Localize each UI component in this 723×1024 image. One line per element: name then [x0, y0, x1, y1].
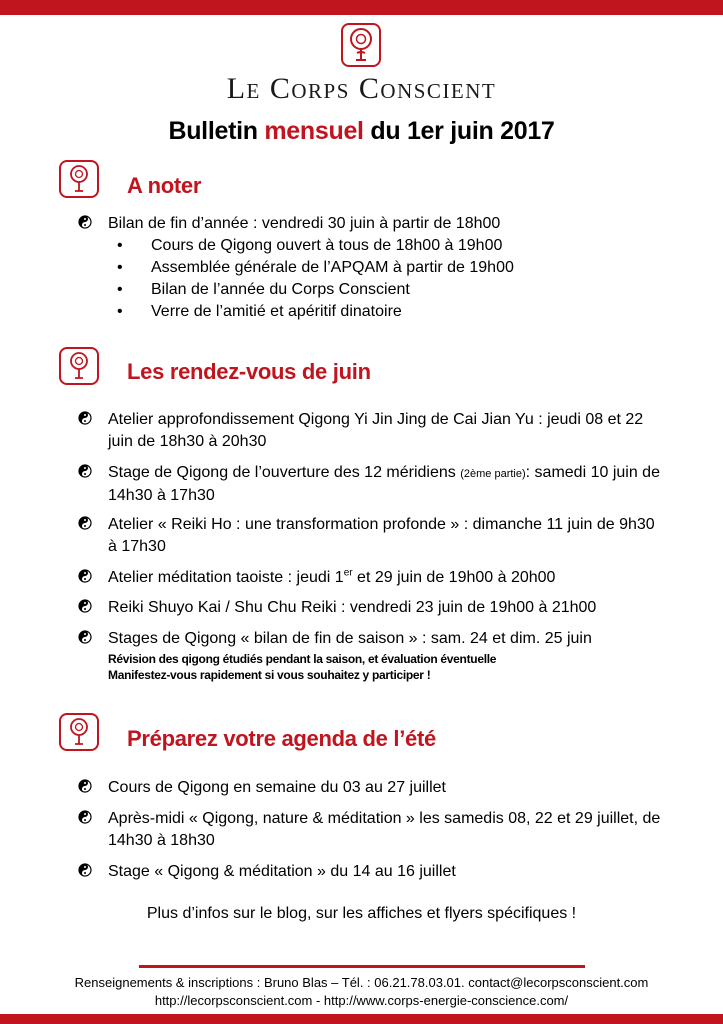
bulletin-title-part1: Bulletin	[168, 117, 265, 145]
yin-yang-icon	[78, 215, 92, 229]
bullet-dot-icon: •	[117, 259, 123, 276]
item-text: Atelier « Reiki Ho : une transformation profonde » : dimanche 11 juin de 9h30 à 17h30	[108, 516, 655, 555]
section-logo-icon	[58, 159, 100, 199]
section-title-ete: Préparez votre agenda de l’été	[127, 726, 436, 751]
bottom-border-bar	[0, 1014, 723, 1024]
yin-yang-icon	[78, 630, 92, 644]
bulletin-title	[0, 117, 723, 146]
section-title-rdv: Les rendez-vous de juin	[127, 359, 371, 384]
item-text-part: Stage de Qigong de l’ouverture des 12 méridiens	[108, 464, 456, 481]
note-text: Manifestez-vous rapidement si vous souhaitez y participer !	[108, 668, 431, 682]
footer-contact: Renseignements & inscriptions : Bruno Blas – Tél. : 06.21.78.03.01. contact@lecorpsconscient.com	[74, 975, 649, 990]
yin-yang-icon	[78, 569, 92, 583]
note-text: Révision des qigong étudiés pendant la saison, et évaluation éventuelle	[108, 652, 497, 666]
item-text	[108, 567, 668, 589]
sub-item-text: Assemblée générale de l’APQAM à partir de 19h00	[151, 259, 514, 276]
bullet-dot-icon: •	[117, 303, 123, 320]
item-text: Cours de Qigong en semaine du 03 au 27 juillet	[108, 779, 446, 796]
bulletin-title-part3: du 1er juin 2017	[363, 117, 555, 145]
yin-yang-icon	[78, 464, 92, 478]
item-text: Stage « Qigong & méditation » du 14 au 16 juillet	[108, 863, 456, 880]
yin-yang-icon	[78, 810, 92, 824]
section-logo-icon	[58, 712, 100, 752]
brand-name: Le Corps Conscient	[226, 72, 497, 105]
item-text-superscript: er	[343, 567, 353, 579]
footer-divider	[139, 965, 585, 968]
item-text: Reiki Shuyo Kai / Shu Chu Reiki : vendredi 23 juin de 19h00 à 21h00	[108, 599, 597, 616]
top-border-bar	[0, 0, 723, 15]
item-text-part: Atelier méditation taoiste : jeudi 1	[108, 569, 344, 586]
sub-item-text: Bilan de l’année du Corps Conscient	[151, 281, 410, 298]
item-text: Bilan de fin d’année : vendredi 30 juin à partir de 18h00	[108, 215, 501, 232]
sub-item-text: Cours de Qigong ouvert à tous de 18h00 à 19h00	[151, 237, 503, 254]
section-logo-icon	[58, 346, 100, 386]
bullet-dot-icon: •	[117, 281, 123, 298]
more-info-text: Plus d’infos sur le blog, sur les affiches et flyers spécifiques !	[146, 905, 577, 922]
logo-icon	[336, 22, 386, 70]
yin-yang-icon	[78, 779, 92, 793]
yin-yang-icon	[78, 411, 92, 425]
item-text-small: (2ème partie)	[460, 468, 526, 480]
item-text-part: : samedi 10 juin de 14h30 à 17h30	[108, 464, 660, 504]
yin-yang-icon	[78, 516, 92, 530]
bulletin-title-highlight: mensuel	[264, 117, 364, 145]
footer-links: http://lecorpsconscient.com - http://www.corps-energie-conscience.com/	[154, 993, 569, 1008]
bullet-dot-icon: •	[117, 237, 123, 254]
item-text	[108, 462, 668, 507]
sub-item-text: Verre de l’amitié et apéritif dinatoire	[151, 303, 402, 320]
yin-yang-icon	[78, 599, 92, 613]
section-title-anoter: A noter	[127, 173, 202, 198]
yin-yang-icon	[78, 863, 92, 877]
item-text-part: et 29 juin de 19h00 à 20h00	[352, 569, 556, 586]
item-text: Stages de Qigong « bilan de fin de saison » : sam. 24 et dim. 25 juin	[108, 630, 592, 647]
item-text: Après-midi « Qigong, nature & méditation » les samedis 08, 22 et 29 juillet, de 14h30 à 18h30	[108, 810, 661, 849]
item-text: Atelier approfondissement Qigong Yi Jin Jing de Cai Jian Yu : jeudi 08 et 22 juin de 18h30 à 20h30	[108, 411, 644, 450]
